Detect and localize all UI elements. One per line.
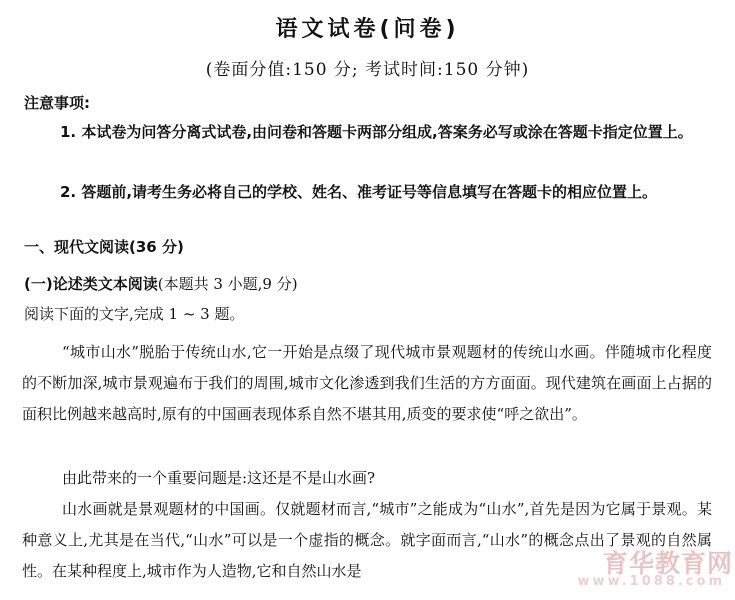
passage-paragraph-2: 由此带来的一个重要问题是:这还是不是山水画? <box>62 469 376 487</box>
passage-paragraph-3: 山水画就是景观题材的中国画。仅就题材而言,“城市”之能成为“山水”,首先是因为它属于景观。某种意义上,尤其是在当代,“山水”可以是一个虚指的概念。就字面而言,“山水”的概念点出了景观的自然属性。在某种程度上,城市作为人造物,它和自然山水是 <box>22 500 712 580</box>
watermark-url: www.1088.com <box>577 574 725 589</box>
subsection-title: (一)论述类文本阅读 <box>24 275 158 293</box>
notice-heading: 注意事项: <box>24 94 90 112</box>
subsection-heading <box>24 273 298 294</box>
watermark-text: 育华教育网 <box>602 549 733 578</box>
watermark-logo <box>577 544 733 594</box>
notice-item-2: 2. 答题前,请考生务必将自己的学校、姓名、准考证号等信息填写在答题卡的相应位置上。 <box>60 183 658 201</box>
passage-paragraph-1: “城市山水”脱胎于传统山水,它一开始是点缀了现代城市景观题材的传统山水画。伴随城市化程度的不断加深,城市景观遍布于我们的周围,城市文化渗透到我们生活的方方面面。现代建筑在画面上占据的面积比例越来越高时,原有的中国画表现体系自然不堪其用,质变的要求使“呼之欲出”。 <box>22 343 712 423</box>
subsection-note: (本题共 3 小题,9 分) <box>157 275 298 293</box>
exam-subtitle: (卷面分值:150 分; 考试时间:150 分钟) <box>205 60 530 80</box>
exam-title: 语文试卷(问卷) <box>275 17 460 42</box>
section-heading: 一、现代文阅读(36 分) <box>24 238 184 256</box>
notice-item-1: 1. 本试卷为问答分离式试卷,由问卷和答题卡两部分组成,答案务必写或涂在答题卡指定位置上。 <box>60 123 693 141</box>
reading-instruction: 阅读下面的文字,完成 1 ~ 3 题。 <box>24 305 245 323</box>
